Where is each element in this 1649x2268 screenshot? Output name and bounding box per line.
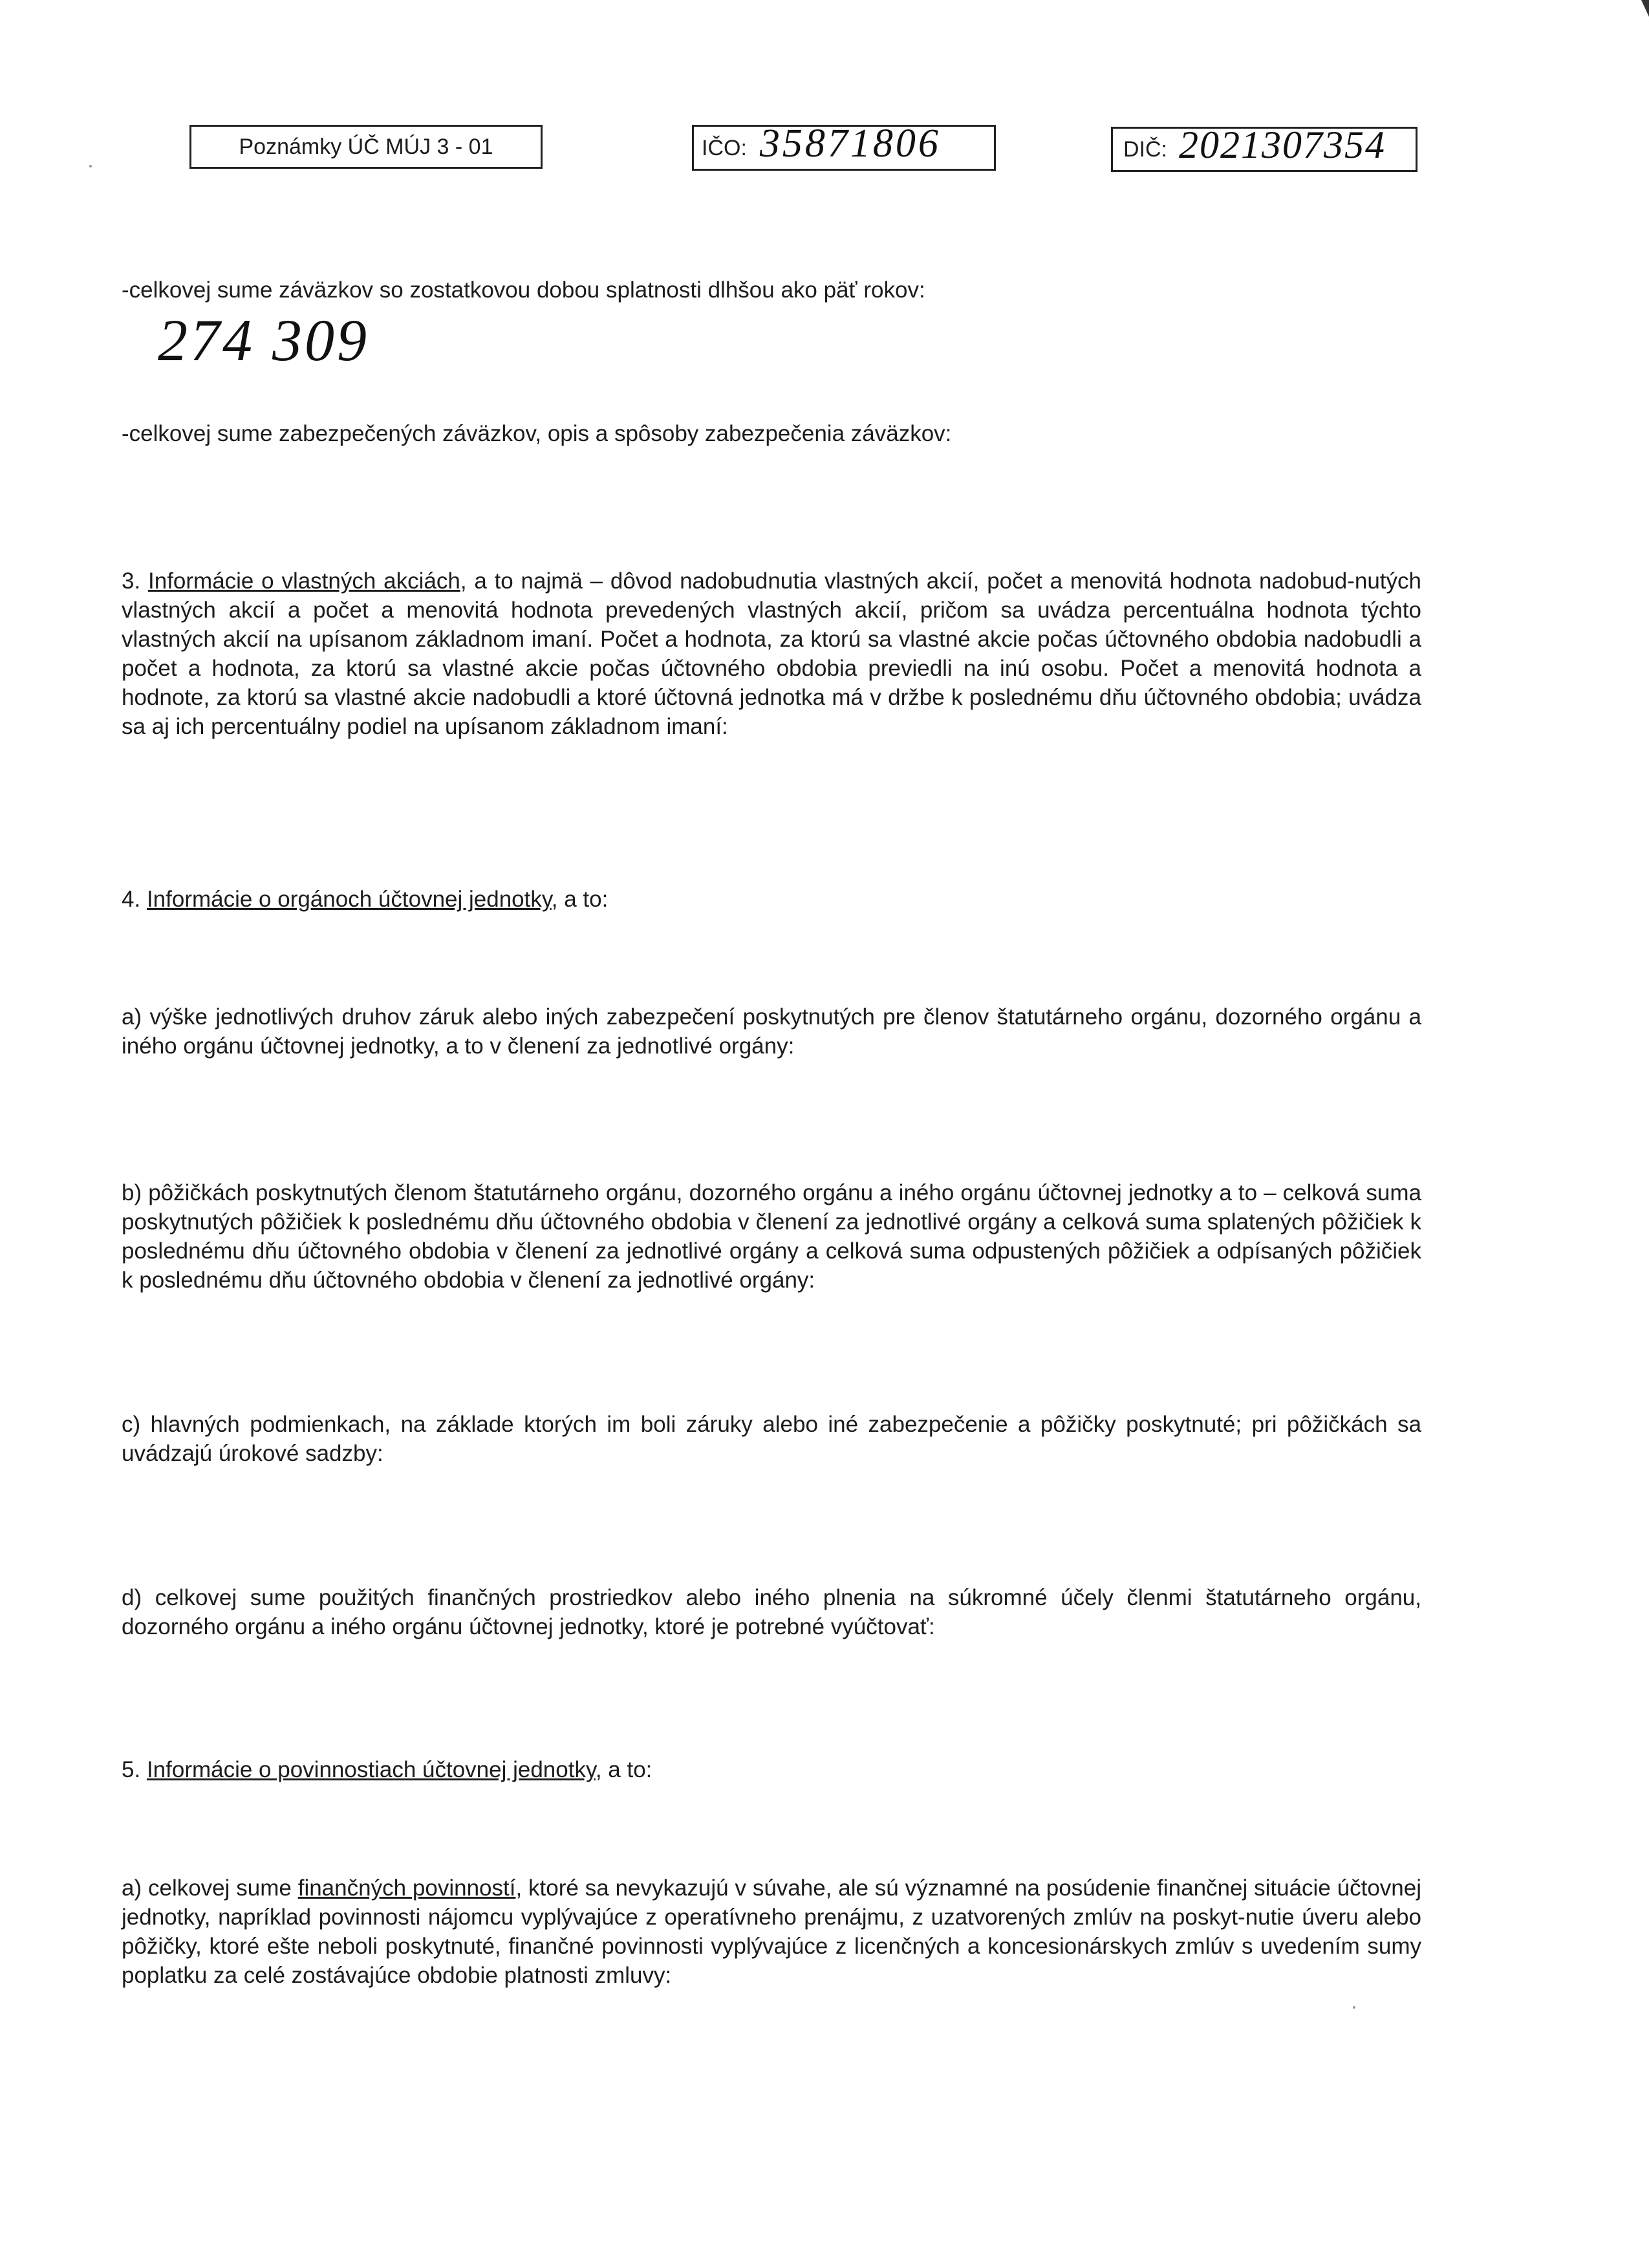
ico-value: 35871806 <box>759 121 941 166</box>
section-4-number: 4. <box>122 887 141 912</box>
section-4-c: c) hlavných podmienkach, na základe ktorých im boli záruky alebo iné zabezpečenie a pôžičky poskytnuté; pri pôžičkách sa uvádzajú úrokové sadzby: <box>122 1412 1421 1466</box>
form-label-box <box>189 125 543 169</box>
section-4-a: a) výške jednotlivých druhov záruk alebo iných zabezpečení poskytnutých pre členov štatutárneho orgánu, dozorného orgánu a iného orgánu účtovnej jednotky, a to v členení za jednotlivé orgány: <box>122 1004 1421 1059</box>
section-5-a-link: finančných povinností <box>297 1875 516 1901</box>
section-4-d: d) celkovej sume použitých finančných prostriedkov alebo iného plnenia na súkromné účely členmi štatutárneho orgánu, dozorného orgánu a iného orgánu účtovnej jednotky, ktoré je potrebné vyúčtovať: <box>122 1585 1421 1639</box>
section-4-suffix: , a to: <box>551 887 609 912</box>
ico-label: IČO: <box>702 135 747 160</box>
section-5-suffix: , a to: <box>595 1757 652 1782</box>
form-label: Poznámky ÚČ MÚJ 3 - 01 <box>239 135 493 159</box>
dic-label: DIČ: <box>1123 137 1167 162</box>
section-4-heading <box>122 885 1421 914</box>
long-term-liabilities-text: -celkovej sume záväzkov so zostatkovou dobou splatnosti dlhšou ako päť rokov: <box>122 277 925 303</box>
long-term-liabilities-value: 274 309 <box>158 307 369 373</box>
section-5-a-prefix: a) celkovej sume <box>122 1875 298 1901</box>
ico-box <box>692 121 996 171</box>
section-5-a <box>122 1874 1421 1990</box>
section-5-a-rest: , ktoré sa nevykazujú v súvahe, ale sú významné na posúdenie finančnej situácie účtovnej jednotky, napríklad povinnosti nájomcu vyplývajúce z operatívneho prenájmu, z uzatvorených zmlúv na poskyt-nutie úveru alebo pôžičky, ktoré ešte neboli poskytnuté, finančné povinnosti vyplývajúce z licenčných a koncesionárskych zmlúv s uvedením sumy poplatku za celé zostávajúce obdobie platnosti zmluvy: <box>122 1875 1422 1988</box>
secured-liabilities-text: -celkovej sume zabezpečených záväzkov, opis a spôsoby zabezpečenia záväzkov: <box>122 421 952 446</box>
section-3 <box>122 567 1421 741</box>
section-4-b: b) pôžičkách poskytnutých členom štatutárneho orgánu, dozorného orgánu a iného orgánu účtovnej jednotky a to – celková suma poskytnutých pôžičiek k poslednému dňu účtovného obdobia v členení za jednotlivé orgány a celková suma splatených pôžičiek k poslednému dňu účtovného obdobia v členení za jednotlivé orgány a celková suma odpustených pôžičiek a odpísaných pôžičiek k poslednému dňu účtovného obdobia v členení za jednotlivé orgány: <box>122 1180 1421 1293</box>
section-3-number: 3. <box>122 568 141 594</box>
dic-box <box>1111 124 1417 172</box>
scan-mark <box>1641 0 1649 17</box>
scan-speck <box>89 165 92 167</box>
section-3-title: Informácie o vlastných akciách <box>148 568 460 594</box>
section-5-number: 5. <box>122 1757 141 1782</box>
section-3-body: , a to najmä – dôvod nadobudnutia vlastných akcií, počet a menovitá hodnota nadobud-nutých vlastných akcií a počet a menovitá hodnota prevedených vlastných akcií, pričom sa uvádza percentuálna hodnota týchto vlastných akcií na upísanom základnom imaní. Počet a hodnota, za ktorú sa vlastné akcie počas účtovného obdobia nadobudli a počet a hodnota, za ktorú sa vlastné akcie počas účtovného obdobia previedli na inú osobu. Počet a menovitá hodnota a hodnote, za ktorú sa vlastné akcie nadobudli a ktoré účtovná jednotka má v držbe k poslednému dňu účtovného obdobia; uvádza sa aj ich percentuálny podiel na upísanom základnom imaní: <box>122 568 1421 739</box>
scan-speck <box>1353 2006 1355 2009</box>
section-4-title: Informácie o orgánoch účtovnej jednotky <box>146 887 552 912</box>
section-5-heading <box>122 1755 1421 1784</box>
section-5-title: Informácie o povinnostiach účtovnej jednotky <box>146 1757 596 1782</box>
dic-value: 2021307354 <box>1179 124 1386 166</box>
